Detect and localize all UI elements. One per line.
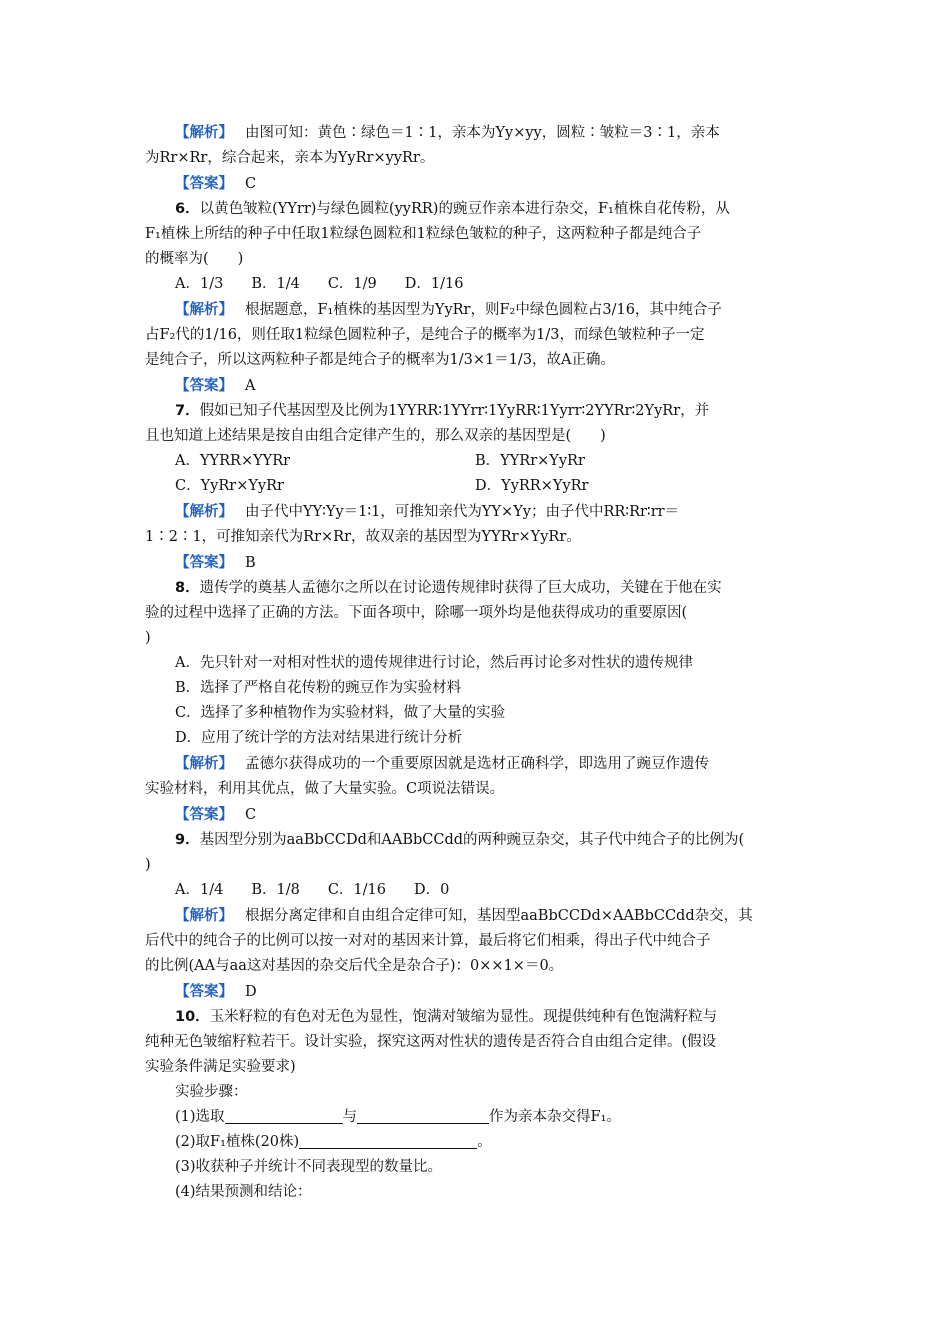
q5-analysis-cont: 为Rr×Rr，综合起来，亲本为YyRr×yyRr。: [145, 150, 435, 166]
question-number: 10．: [175, 1009, 210, 1025]
option-d: D．应用了统计学的方法对结果进行统计分析: [175, 730, 463, 746]
q6-analysis-cont: 是纯合子，所以这两粒种子都是纯合子的概率为1/3×1＝1/3，故A正确。: [145, 352, 616, 368]
option-d: D．0: [413, 882, 450, 898]
option-b: B．1/8: [251, 882, 300, 898]
answer-tag: 【答案】: [175, 983, 233, 1000]
q8-stem-cont: ): [145, 630, 151, 646]
q6-stem-cont: 的概率为( ): [145, 251, 244, 267]
q6-answer: 【答案】 A: [175, 377, 256, 394]
q10-stem-cont: 实验条件满足实验要求): [145, 1059, 296, 1075]
q9-answer: 【答案】 D: [175, 983, 257, 1000]
option-a: A．YYRR×YYRr: [175, 453, 291, 469]
q8-stem: 8．遗传学的奠基人孟德尔之所以在讨论遗传规律时获得了巨大成功，关键在于他在实: [175, 580, 722, 596]
q9-analysis-cont: 的比例(AA与aa这对基因的杂交后代全是杂合子)：0××1×＝0。: [145, 958, 564, 974]
q6-analysis-cont: 占F₂代的1/16，则任取1粒绿色圆粒种子，是纯合子的概率为1/3，而绿色皱粒种子一定: [145, 327, 705, 343]
q9-options: [145, 878, 810, 903]
q8-stem-cont: 验的过程中选择了正确的方法。下面各项中，除哪一项外均是他获得成功的重要原因(: [145, 605, 688, 621]
option-b: B．YYRr×YyRr: [475, 453, 585, 469]
option-c: C．1/16: [327, 882, 386, 898]
q8-answer: 【答案】 C: [175, 806, 257, 823]
option-a: A．1/3: [175, 276, 224, 292]
q8-analysis: 【解析】 孟德尔获得成功的一个重要原因就是选材正确科学，即选用了豌豆作遗传: [175, 755, 709, 772]
document-page: [145, 120, 810, 1205]
q7-stem-cont: 且也知道上述结果是按自由组合定律产生的，那么双亲的基因型是( ): [145, 428, 606, 444]
q10-step-4: (4)结果预测和结论：: [175, 1184, 312, 1200]
q9-stem-cont: ): [145, 857, 151, 873]
q7-stem: 7．假如已知子代基因型及比例为1YYRR∶1YYrr∶1YyRR∶1Yyrr∶2YYRr∶2YyRr，并: [175, 403, 710, 419]
q6-stem-cont: F₁植株上所结的种子中任取1粒绿色圆粒和1粒绿色皱粒的种子，这两粒种子都是纯合子: [145, 226, 702, 242]
answer-blank[interactable]: [299, 1132, 477, 1149]
q10-stem: 10．玉米籽粒的有色对无色为显性，饱满对皱缩为显性。现提供纯种有色饱满籽粒与: [175, 1009, 718, 1025]
option-a: A．先只针对一对相对性状的遗传规律进行讨论，然后再讨论多对性状的遗传规律: [175, 655, 693, 671]
option-d: D．1/16: [404, 276, 464, 292]
q7-answer: 【答案】 B: [175, 554, 256, 571]
q5-answer: 【答案】 C: [175, 175, 257, 192]
q10-step-1: (1)选取 与 作为亲本杂交得F₁。: [175, 1109, 621, 1125]
question-number: 7．: [175, 403, 200, 419]
q10-stem-cont: 纯种无色皱缩籽粒若干。设计实验，探究这两对性状的遗传是否符合自由组合定律。(假设: [145, 1034, 717, 1050]
q10-step-3: (3)收获种子并统计不同表现型的数量比。: [175, 1159, 443, 1175]
q9-analysis: 【解析】 根据分离定律和自由组合定律可知，基因型aaBbCCDd×AABbCCdd杂交，其: [175, 907, 753, 924]
q9-analysis-cont: 后代中的纯合子的比例可以按一对对的基因来计算，最后将它们相乘，得出子代中纯合子: [145, 933, 711, 949]
option-b: B．选择了严格自花传粉的豌豆作为实验材料: [175, 680, 462, 696]
analysis-tag: 【解析】: [175, 124, 233, 141]
analysis-tag: 【解析】: [175, 907, 233, 924]
q6-stem: 6．以黄色皱粒(YYrr)与绿色圆粒(yyRR)的豌豆作亲本进行杂交，F₁植株自花传粉，从: [175, 201, 730, 217]
q6-options: [145, 272, 810, 297]
q8-analysis-cont: 实验材料，利用其优点，做了大量实验。C项说法错误。: [145, 781, 505, 797]
q10-step-2: (2)取F₁植株(20株) 。: [175, 1134, 492, 1150]
option-b: B．1/4: [251, 276, 300, 292]
q7-analysis: 【解析】 由子代中YY∶Yy＝1∶1，可推知亲代为YY×Yy；由子代中RR∶Rr∶rr＝: [175, 503, 680, 520]
answer-blank[interactable]: [357, 1107, 489, 1124]
answer-blank[interactable]: [225, 1107, 343, 1124]
option-c: C．YyRr×YyRr: [175, 478, 284, 494]
q7-options-row2: [145, 474, 810, 499]
question-number: 6．: [175, 201, 200, 217]
answer-tag: 【答案】: [175, 806, 233, 823]
answer-tag: 【答案】: [175, 175, 233, 192]
option-d: D．YyRR×YyRr: [475, 478, 589, 494]
question-number: 9．: [175, 832, 200, 848]
question-number: 8．: [175, 580, 200, 596]
option-c: C．选择了多种植物作为实验材料，做了大量的实验: [175, 705, 506, 721]
q7-options-row1: [145, 449, 810, 474]
q6-analysis: 【解析】 根据题意，F₁植株的基因型为YyRr，则F₂中绿色圆粒占3/16，其中纯合子: [175, 301, 722, 318]
analysis-tag: 【解析】: [175, 755, 233, 772]
answer-tag: 【答案】: [175, 554, 233, 571]
q10-steps-title: 实验步骤：: [175, 1084, 248, 1100]
analysis-tag: 【解析】: [175, 503, 233, 520]
answer-tag: 【答案】: [175, 377, 233, 394]
option-a: A．1/4: [175, 882, 224, 898]
q9-stem: 9．基因型分别为aaBbCCDd和AABbCCdd的两种豌豆杂交，其子代中纯合子的比例为(: [175, 832, 745, 848]
q7-analysis-cont: 1∶2∶1，可推知亲代为Rr×Rr，故双亲的基因型为YYRr×YyRr。: [145, 529, 581, 545]
q5-analysis: 【解析】 由图可知：黄色∶绿色＝1∶1，亲本为Yy×yy，圆粒∶皱粒＝3∶1，亲本: [175, 124, 720, 141]
analysis-tag: 【解析】: [175, 301, 233, 318]
option-c: C．1/9: [327, 276, 377, 292]
